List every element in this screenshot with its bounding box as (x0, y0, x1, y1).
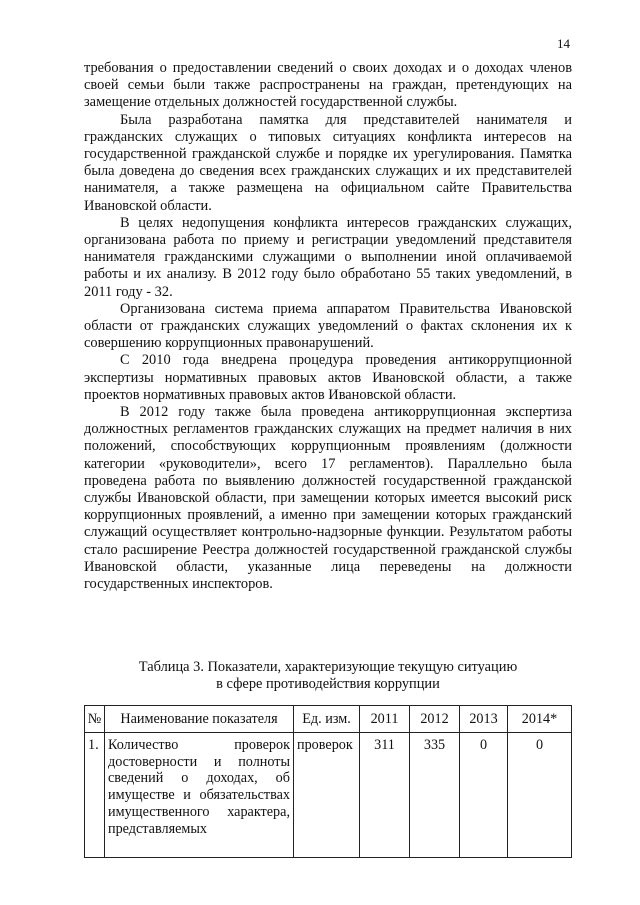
body-text (84, 60, 572, 593)
table-row (85, 732, 572, 857)
row-indicator-name: Количество проверок достоверности и полноты сведений о доходах, об имуществе и обязательствах имущественного характера, представляемых (105, 732, 294, 857)
page-number: 14 (557, 36, 570, 51)
header-indicator-name: Наименование показателя (105, 706, 294, 733)
header-2013: 2013 (460, 706, 508, 733)
table-header-row (85, 706, 572, 733)
row-value-2014: 0 (508, 732, 572, 857)
table-caption-line-2: в сфере противодействия коррупции (216, 676, 440, 693)
header-2014: 2014* (508, 706, 572, 733)
header-unit: Ед. изм. (294, 706, 360, 733)
row-unit: проверок (294, 732, 360, 857)
header-2011: 2011 (360, 706, 410, 733)
indicators-table (84, 705, 572, 858)
header-2012: 2012 (410, 706, 460, 733)
table-caption (84, 659, 572, 693)
row-value-2011: 311 (360, 732, 410, 857)
paragraph-3: В целях недопущения конфликта интересов гражданских служащих, организована работа по приему и регистрации уведомлений представителя нанимателя гражданскими служащими о выполнении иной оплачиваемой работы и их анализу. В 2012 году было обработано 55 таких уведомлений, в 2011 году - 32. (84, 214, 572, 300)
paragraph-1: требования о предоставлении сведений о своих доходах и о доходах членов своей семьи были также распространены на граждан, претендующих на замещение отдельных должностей государственной службы. (84, 60, 572, 111)
row-value-2013: 0 (460, 732, 508, 857)
paragraph-5: С 2010 года внедрена процедура проведения антикоррупционной экспертизы нормативных правовых актов Ивановской области, а также проектов нормативных правовых актов Ивановской области. (84, 352, 572, 403)
header-number: № (85, 706, 105, 733)
paragraph-6: В 2012 году также была проведена антикоррупционная экспертиза должностных регламентов гражданских служащих на предмет наличия в них положений, способствующих коррупционным проявлениям (должности категории «руководители», всего 17 регламентов). Параллельно была проведена работа по выявлению должностей государственной гражданской службы Ивановской области, при замещении которых имеется высокий риск коррупционных проявлений, а именно при замещении которых гражданский служащий осуществляет контрольно-надзорные функции. Результатом работы стало расширение Реестра должностей государственной гражданской службы Ивановской области, указанные лица переведены на должности государственных инспекторов. (84, 404, 572, 593)
paragraph-2: Была разработана памятка для представителей нанимателя и гражданских служащих о типовых ситуациях конфликта интересов на государственной гражданской службе и порядке их урегулирования. Памятка была доведена до сведения всех гражданских служащих и их представителей нанимателя, а также размещена на официальном сайте Правительства Ивановской области. (84, 111, 572, 214)
row-value-2012: 335 (410, 732, 460, 857)
row-number: 1. (85, 732, 105, 857)
paragraph-4: Организована система приема аппаратом Правительства Ивановской области от гражданских служащих уведомлений о фактах склонения их к совершению коррупционных правонарушений. (84, 300, 572, 352)
table-caption-line-1: Таблица 3. Показатели, характеризующие текущую ситуацию (138, 659, 518, 675)
